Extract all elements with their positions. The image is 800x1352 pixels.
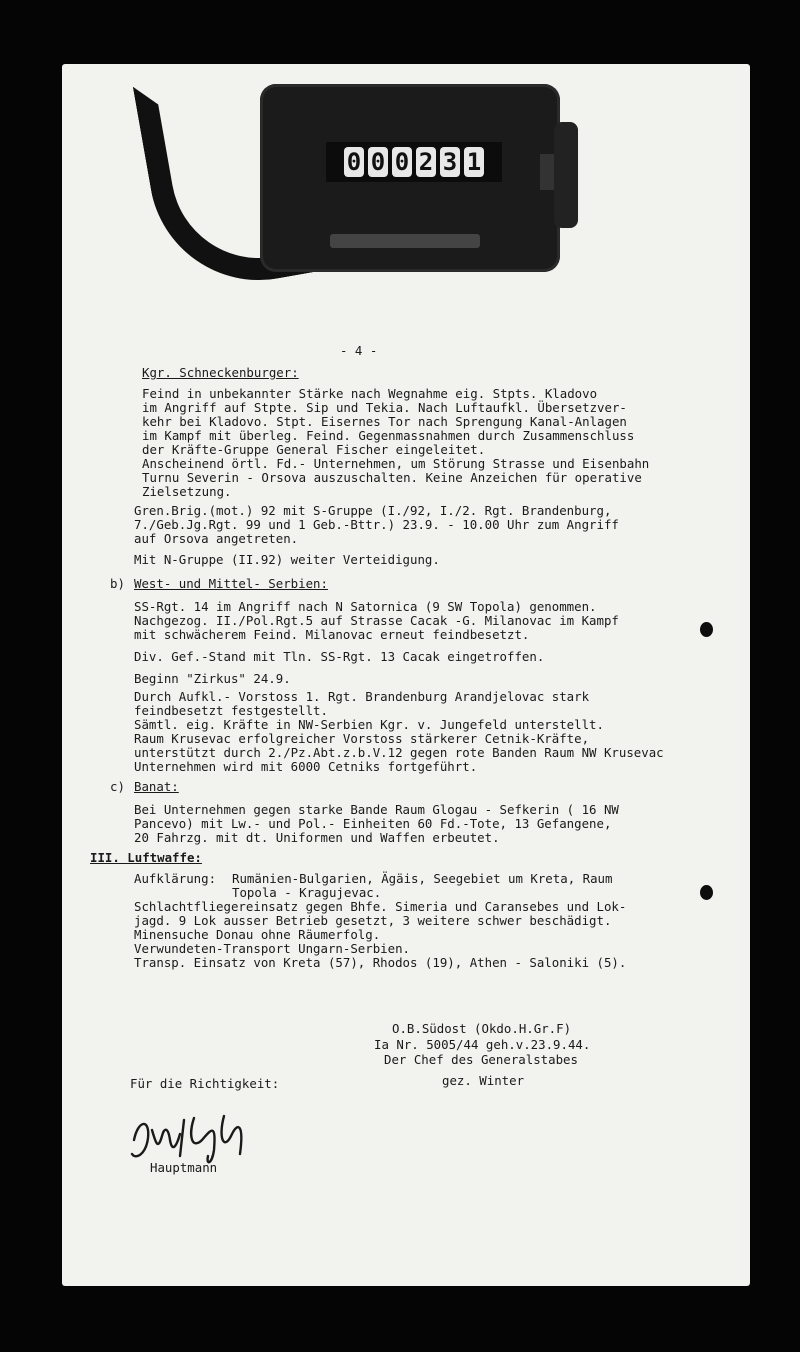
counter-digit: 1 bbox=[464, 147, 484, 177]
counter-digit: 2 bbox=[416, 147, 436, 177]
text-line: der Kräfte-Gruppe General Fischer eingeleitet. bbox=[142, 442, 486, 457]
aufklaerung-label: Aufklärung: bbox=[134, 871, 217, 886]
text-line: jagd. 9 Lok ausser Betrieb gesetzt, 3 weitere schwer beschädigt. bbox=[134, 913, 612, 928]
text-line: feindbesetzt festgestellt. bbox=[134, 703, 328, 718]
text-line: Gren.Brig.(mot.) 92 mit S-Gruppe (I./92, I./2. Rgt. Brandenburg, bbox=[134, 503, 612, 518]
text-line: Unternehmen wird mit 6000 Cetniks fortgeführt. bbox=[134, 759, 478, 774]
closing-richtigkeit: Für die Richtigkeit: bbox=[130, 1076, 280, 1091]
text-line: 20 Fahrzg. mit dt. Uniformen und Waffen erbeutet. bbox=[134, 830, 500, 845]
closing-reference: Ia Nr. 5005/44 geh.v.23.9.44. bbox=[374, 1037, 591, 1052]
heading-luftwaffe: III. Luftwaffe: bbox=[90, 850, 202, 865]
text-line: Transp. Einsatz von Kreta (57), Rhodos (19), Athen - Saloniki (5). bbox=[134, 955, 627, 970]
closing-sender: O.B.Südost (Okdo.H.Gr.F) bbox=[392, 1021, 572, 1036]
text-line: Durch Aufkl.- Vorstoss 1. Rgt. Brandenburg Arandjelovac stark bbox=[134, 689, 590, 704]
text-line: mit schwächerem Feind. Milanovac erneut feindbesetzt. bbox=[134, 627, 530, 642]
text-line: Topola - Kragujevac. bbox=[232, 885, 382, 900]
text-line: Sämtl. eig. Kräfte in NW-Serbien Kgr. v. Jungefeld unterstellt. bbox=[134, 717, 604, 732]
closing-signed: gez. Winter bbox=[442, 1073, 525, 1088]
text-line: Feind in unbekannter Stärke nach Wegnahme eig. Stpts. Kladovo bbox=[142, 386, 598, 401]
text-line: SS-Rgt. 14 im Angriff nach N Satornica (9 SW Topola) genommen. bbox=[134, 599, 597, 614]
text-line: im Angriff auf Stpte. Sip und Tekia. Nach Luftaufkl. Übersetzver- bbox=[142, 400, 627, 415]
text-line: Minensuche Donau ohne Räumerfolg. bbox=[134, 927, 381, 942]
text-line: Anscheinend örtl. Fd.- Unternehmen, um Störung Strasse und Eisenbahn bbox=[142, 456, 650, 471]
text-line: Div. Gef.-Stand mit Tln. SS-Rgt. 13 Cacak eingetroffen. bbox=[134, 649, 545, 664]
counter-digit: 0 bbox=[344, 147, 364, 177]
counter-digit: 0 bbox=[392, 147, 412, 177]
heading-banat: Banat: bbox=[134, 779, 179, 794]
handwritten-signature bbox=[128, 1110, 258, 1170]
counter-digit: 0 bbox=[368, 147, 388, 177]
heading-kgr: Kgr. Schneckenburger: bbox=[142, 365, 299, 380]
text-line: Beginn "Zirkus" 24.9. bbox=[134, 671, 291, 686]
section-label-c: c) bbox=[110, 779, 125, 794]
section-label-b: b) bbox=[110, 576, 125, 591]
text-line: Schlachtfliegereinsatz gegen Bhfe. Simeria und Caransebes und Lok- bbox=[134, 899, 627, 914]
text-line: Mit N-Gruppe (II.92) weiter Verteidigung. bbox=[134, 552, 440, 567]
heading-west-mittel-serbien: West- und Mittel- Serbien: bbox=[134, 576, 328, 591]
page-number: - 4 - bbox=[340, 343, 378, 358]
text-line: auf Orsova angetreten. bbox=[134, 531, 299, 546]
text-line: Zielsetzung. bbox=[142, 484, 232, 499]
text-line: 7./Geb.Jg.Rgt. 99 und 1 Geb.-Bttr.) 23.9. - 10.00 Uhr zum Angriff bbox=[134, 517, 619, 532]
text-line: unterstützt durch 2./Pz.Abt.z.b.V.12 gegen rote Banden Raum NW Krusevac bbox=[134, 745, 664, 760]
text-line: Raum Krusevac erfolgreicher Vorstoss stärkerer Cetnik-Kräfte, bbox=[134, 731, 590, 746]
text-line: Verwundeten-Transport Ungarn-Serbien. bbox=[134, 941, 411, 956]
closing-rank: Hauptmann bbox=[150, 1160, 218, 1175]
closing-chief: Der Chef des Generalstabes bbox=[384, 1052, 578, 1067]
text-line: Turnu Severin - Orsova auszuschalten. Keine Anzeichen für operative bbox=[142, 470, 642, 485]
text-line: Nachgezog. II./Pol.Rgt.5 auf Strasse Cacak -G. Milanovac im Kampf bbox=[134, 613, 619, 628]
text-line: Rumänien-Bulgarien, Ägäis, Seegebiet um Kreta, Raum bbox=[232, 871, 613, 886]
text-line: im Kampf mit überleg. Feind. Gegenmassnahmen durch Zusammenschluss bbox=[142, 428, 635, 443]
text-line: Bei Unternehmen gegen starke Bande Raum Glogau - Sefkerin ( 16 NW bbox=[134, 802, 619, 817]
counter-digit: 3 bbox=[440, 147, 460, 177]
text-line: kehr bei Kladovo. Stpt. Eisernes Tor nach Sprengung Kanal-Anlagen bbox=[142, 414, 627, 429]
text-line: Pancevo) mit Lw.- und Pol.- Einheiten 60 Fd.-Tote, 13 Gefangene, bbox=[134, 816, 612, 831]
